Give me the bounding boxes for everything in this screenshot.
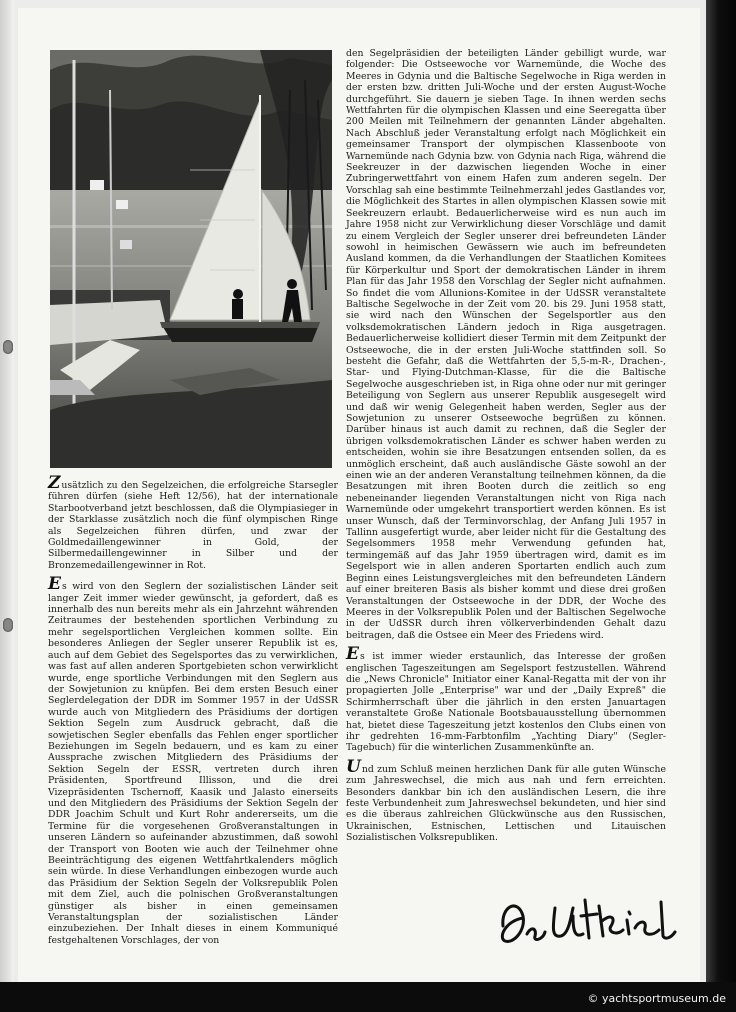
paragraph-text: den Segelpräsidien der beteiligten Länder gebilligt wurde, war folgender: Die Ostseewoche vor Warnemünde, die Woche des Meeres in Gdynia und die Baltische Segelwoche in Riga werden in der ersten bzw. dritten Juli-Woche und der ersten August-Woche durchgeführt. Sie dauern je sieben Tage. In ihnen werden sechs Wettfahrten für die olympischen Klassen und eine Seeregatta über 200 Meilen mit Teilnehmern der genannten Länder abgehalten. Nach Abschluß jeder Veranstaltung erfolgt nach Möglichkeit ein gemeinsamer Transport der olympischen Klassenboote von Warnemünde nach Gdynia bzw. von Gdynia nach Riga, während die Seekreuzer in der dazwischen liegenden Woche in einer Zubringerwettfahrt von einem Hafen zum anderen segeln. Der Vorschlag sah eine bestimmte Teilnehmerzahl jedes Gastlandes vor, die Möglichkeit des Startes in allen olympischen Klassen sowie mit Seekreuzern erlaubt. Bedauerlicherweise wird es nun auch im Jahre 1958 nicht zur Verwirklichung dieser Vorschläge und damit zu einem Vergleich der Segler unserer drei befreundeten Länder sowohl in heimischen Gewässern wie auch im befreundeten Ausland kommen, da die Verhandlungen der Staatlichen Komitees für Körperkultur und Sport der demokratischen Länder in ihrem Plan für das Jahr 1958 den Vorschlag der Segler nicht aufnahmen. So findet die vom Allunions-Komitee in der UdSSR veranstaltete Baltische Segelwoche in der Zeit vom 20. bis 29. Juni 1958 statt, sie wird nach den Wünschen der Segelsportler aus den volksdemokratischen Ländern jedoch in Riga ausgetragen. Bedauerlicherweise kollidiert dieser Termin mit dem Zeitpunkt der Ostseewoche, die in der ersten Juli-Woche stattfinden soll. So besteht die Gefahr, daß die Wettfahrten der 5,5-m-R-, Drachen-, Star- und Flying-Dutchman-Klasse, für die die Baltische Segelwoche ausgeschrieben ist, in Riga ohne oder nur mit geringer Beteiligung von Seglern aus unserer Republik ausgesegelt wird und daß wir wenig Gelegenheit haben werden, Segler aus der Sowjetunion zu unserer Ostseewoche begrüßen zu können. Darüber hinaus ist auch damit zu rechnen, daß die Segler der übrigen volksdemokratischen Länder es schwer haben werden zu entscheiden, wohin sie ihre Besatzungen entsenden sollen, da es unmöglich erscheint, daß auch ausländische Gäste sowohl an der einen wie an der anderen Veranstaltung teilnehmen können, da die Besatzungen mit ihren Booten durch die zeitlich so eng nebeneinander liegenden Veranstaltungen nicht von Riga nach Warnemünde oder umgekehrt transportiert werden können. Es ist unser Wunsch, daß der Terminvorschlag, der Anfang Juli 1957 in Tallinn ausgefertigt wurde, aber leider nicht für die Gestaltung des Segelsommers 1958 mehr Verwendung gefunden hat, termingemäß auf das Jahr 1959 übertragen wird, damit es im Segelsport wie in allen anderen Sportarten endlich auch zum Beginn eines Leistungsvergleiches mit den befreundeten Ländern auf einer breiteren Basis als bisher kommt und diese drei großen Veranstaltungen der Ostseewoche in der DDR, der Woche des Meeres in der Volksrepublik Polen und der Baltischen Segelwoche in der UdSSR durch ihren völkerverbindenden Gehalt dazu beitragen, daß die Ostsee ein Meer des Friedens wird.	[346, 48, 666, 641]
page-binding-edge	[0, 0, 14, 1012]
author-signature	[493, 886, 683, 956]
paragraph-kommunique-continued	[346, 48, 666, 641]
paragraph-text: usätzlich zu den Segelzeichen, die erfolgreiche Starsegler führen dürfen (siehe Heft 12/56), hat der internationale Starbootverband jetzt beschlossen, daß die Olympiasieger in der Starklasse zusätzlich noch die fünf olympischen Ringe als Segelzeichen führen dürfen, und zwar der Goldmedaillengewinner in Gold, der Silbermedaillengewinner in Silber und der Bronzemedaillengewinner in Rot.	[48, 480, 338, 571]
scan-dark-edge-bottom	[0, 982, 736, 1012]
binding-hole	[3, 618, 13, 632]
signature-icon	[493, 886, 683, 956]
right-text-column	[346, 48, 666, 852]
drop-initial: E	[48, 574, 61, 595]
paragraph-text: nd zum Schluß meinen herzlichen Dank für alle guten Wünsche zum Jahreswechsel, die mich aus nah und fern erreichten. Besonders dankbar bin ich den ausländischen Lesern, die ihre feste Verbundenheit zum Jahreswechsel bekundeten, und hier sind es die überaus zahlreichen Glückwünsche aus den Russischen, Ukrainischen, Estnischen, Lettischen und Litauischen Sozialistischen Volksrepubliken.	[346, 763, 666, 844]
left-text-column	[48, 473, 338, 954]
paragraph-englische-zeitungen	[346, 644, 666, 754]
drop-initial: E	[346, 644, 359, 665]
paragraph-dank	[346, 756, 666, 844]
binding-hole	[3, 340, 13, 354]
sailboat-photo-image	[50, 50, 332, 468]
drop-initial: U	[346, 756, 361, 777]
sailboat-photo	[50, 50, 332, 468]
drop-initial: Z	[48, 473, 61, 493]
magazine-page	[18, 8, 700, 982]
paragraph-sozialistische-laender	[48, 574, 338, 946]
watermark-text: © yachtsportmuseum.de	[587, 992, 726, 1005]
scan-dark-edge-right	[706, 0, 736, 1012]
paragraph-starboot	[48, 473, 338, 571]
paragraph-text: s wird von den Seglern der sozialistischen Länder seit langer Zeit immer wieder gewünscht, ja gefordert, daß es innerhalb des nun bereits mehr als ein Jahrzehnt währenden Zeitraumes der bestehenden sportlichen Verbindung zu mehr segelsportlichen Vergleichen kommen sollte. Ein besonderes Anliegen der Segler unserer Republik ist es, auch auf dem Gebiet des Segelsportes das zu verwirklichen, was fast auf allen anderen Sportgebieten schon verwirklicht wurde, enge sportliche Verbindungen mit den Seglern aus der Sowjetunion zu knüpfen. Bei dem ersten Besuch einer Seglerdelegation der DDR im Sommer 1957 in der UdSSR wurde auch von Mitgliedern des Präsidiums der dortigen Sektion Segeln zum Ausdruck gebracht, daß die sowjetischen Segler ebenfalls das Fehlen enger sportlicher Beziehungen im Segeln bedauern, und es kam zu einer Aussprache zwischen Mitgliedern des Präsidiums der Sektion Segeln der ESSR, vertreten durch ihren Präsidenten, Sportfreund Illisson, und die drei Vizepräsidenten Tschernoff, Kaasik und Jalasto einerseits und den Mitgliedern des Präsidiums der Sektion Segeln der DDR Joachim Schult und Kurt Rohr andererseits, um die Termine für die vorgesehenen Großveranstaltungen in unseren Ländern so aufeinander abzustimmen, daß sowohl der Transport von Booten wie auch der Teilnehmer ohne Beeinträchtigung des eigenen Wettfahrtkalenders möglich sein würde. In diese Verhandlungen einbezogen wurde auch das Präsidium der Sektion Segeln der Volksrepublik Polen mit dem Ziel, auch die polnischen Großveranstaltungen günstiger als bisher in einen gemeinsamen Veranstaltungsplan der sozialistischen Länder einzubeziehen. Der Inhalt dieses in einem Kommuniqué festgehaltenen Vorschlages, der von	[48, 581, 338, 946]
paragraph-text: s ist immer wieder erstaunlich, das Interesse der großen englischen Tageszeitungen am Segelsport festzustellen. Während die „News Chronicle" Initiator einer Kanal-Regatta mit der von ihr propagierten Jolle „Enterprise" war und der „Daily Expreß" die Schirmherrschaft über die jährlich in den ersten Januartagen veranstaltete Große Nationale Bootsbauausstellung übernommen hat, bietet diese Tageszeitung jetzt kostenlos den Clubs einen von ihr gedrehten 16-mm-Farbtonfilm „Yachting Diary" (Segler-Tagebuch) für die winterlichen Zusammenkünfte an.	[346, 651, 666, 754]
